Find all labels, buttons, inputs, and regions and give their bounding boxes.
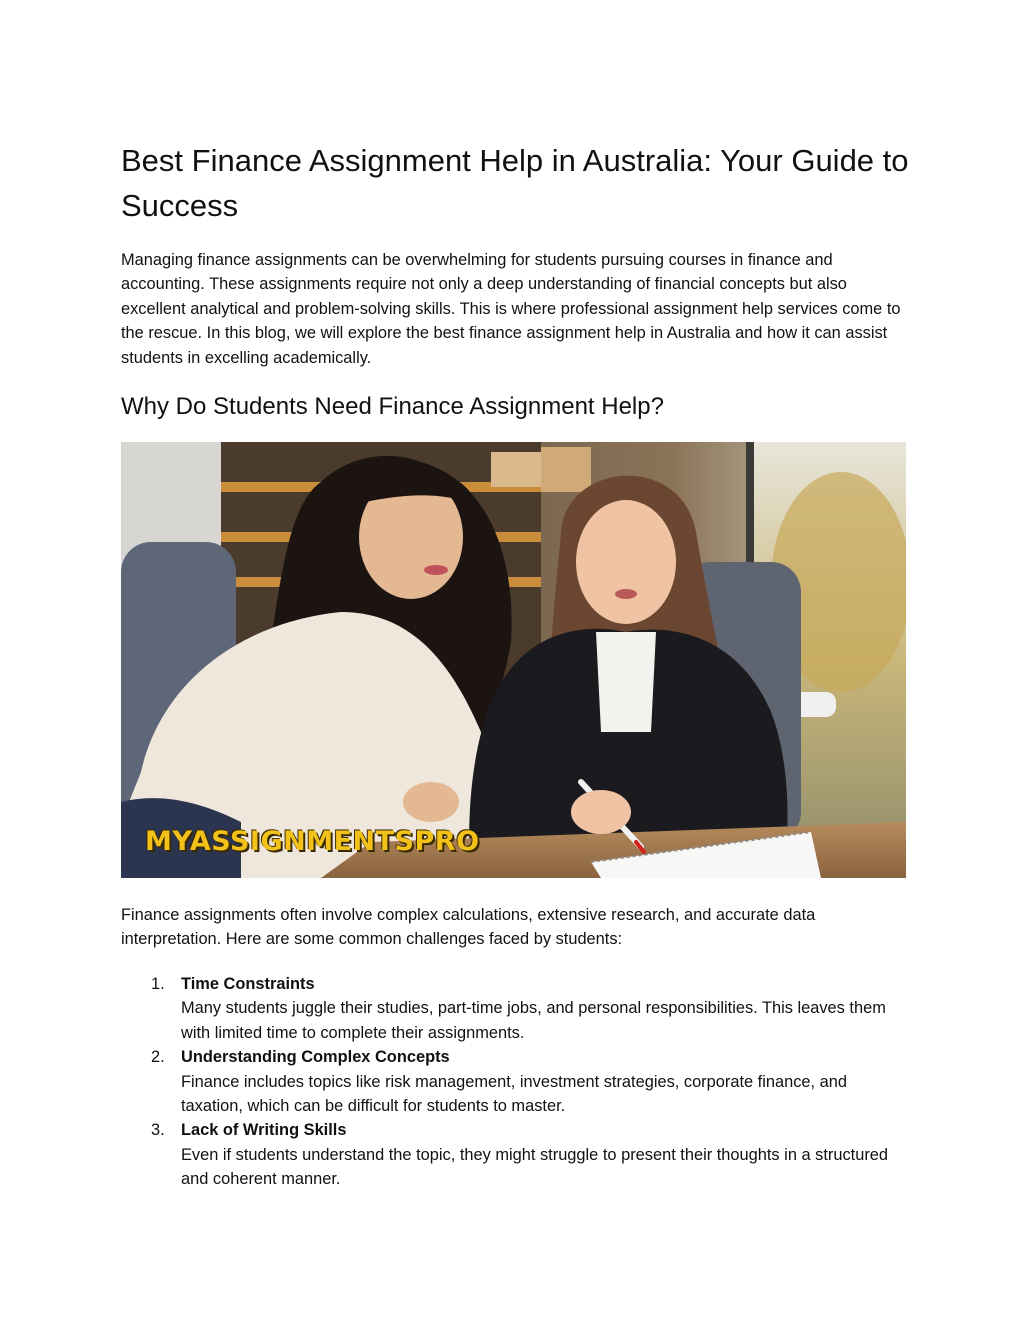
challenges-list <box>121 972 911 1192</box>
page-title: Best Finance Assignment Help in Australia: Your Guide to Success <box>121 143 909 223</box>
list-item-description: Even if students understand the topic, they might struggle to present their thoughts in a structured and coherent manner. <box>181 1145 889 1189</box>
intro-paragraph: Managing finance assignments can be overwhelming for students pursuing courses in finance and accounting. These assignments require not only a deep understanding of financial concepts but also excellent analytical and problem-solving skills. This is where professional assignment help services come to the rescue. In this blog, we will explore the best finance assignment help in Australia and how it can assist students in excelling academically. <box>121 251 901 367</box>
list-item-description: Finance includes topics like risk management, investment strategies, corporate finance, and taxation, which can be difficult for students to master. <box>181 1072 847 1116</box>
list-item-title: Understanding Complex Concepts <box>181 1048 450 1067</box>
students-photo <box>121 442 906 878</box>
list-item-number: 3. <box>151 1121 165 1140</box>
list-item-title: Lack of Writing Skills <box>181 1121 347 1140</box>
list-item-number: 1. <box>151 975 165 993</box>
section-heading: Why Do Students Need Finance Assignment Help? <box>121 393 664 420</box>
list-item-title: Time Constraints <box>181 975 315 993</box>
list-item <box>121 972 911 1045</box>
body-paragraph: Finance assignments often involve complex calculations, extensive research, and accurate data interpretation. Here are some common challenges faced by students: <box>121 906 816 949</box>
list-item-description: Many students juggle their studies, part-time jobs, and personal responsibilities. This leaves them with limited time to complete their assignments. <box>181 999 886 1042</box>
list-item-number: 2. <box>151 1048 165 1067</box>
image-watermark: MYASSIGNMENTSPRO <box>145 826 480 857</box>
list-item <box>121 1118 911 1191</box>
list-item <box>121 1045 911 1118</box>
